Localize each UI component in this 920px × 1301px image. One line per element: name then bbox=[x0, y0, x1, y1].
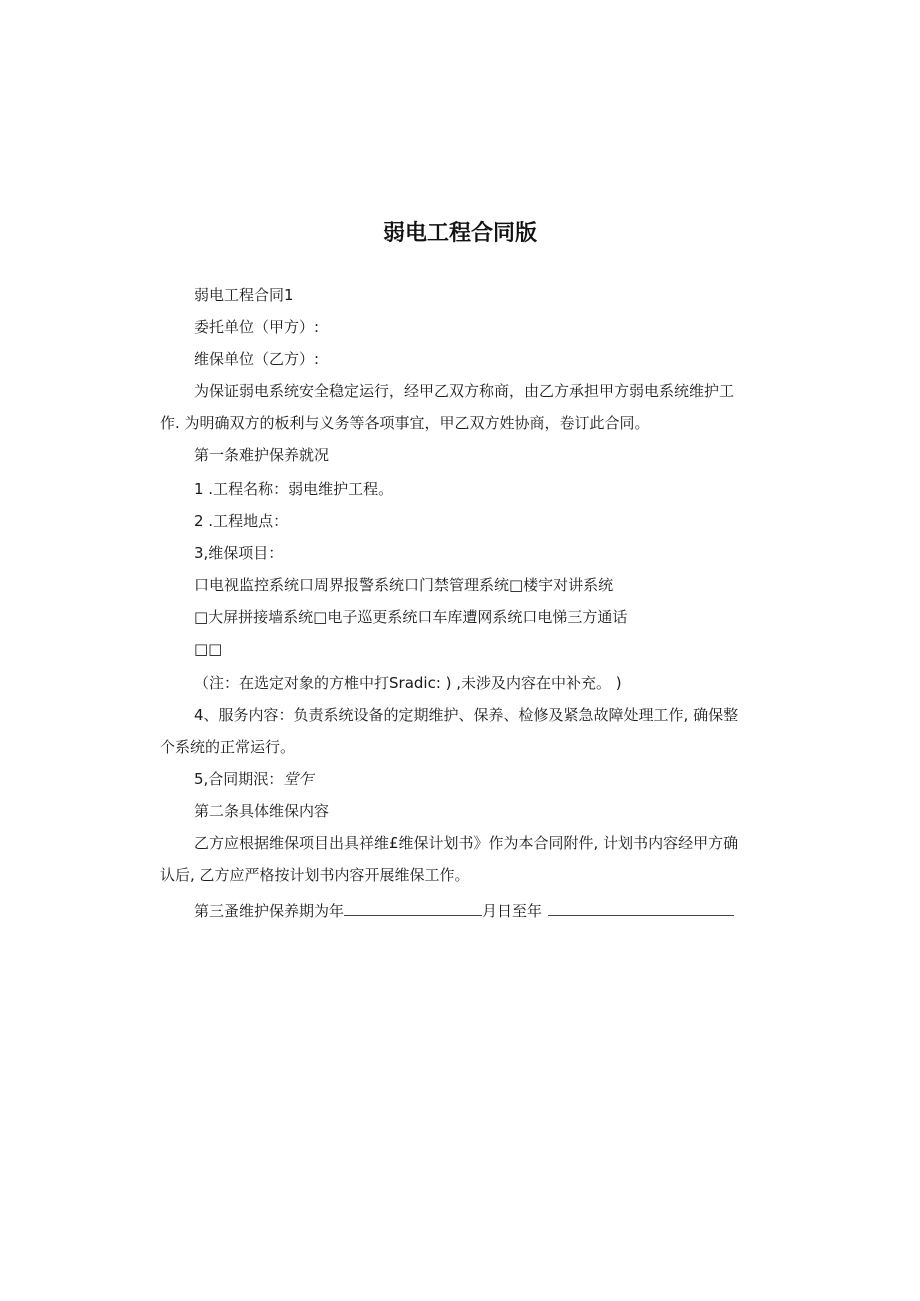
item-maintenance-scope: 3,维保项目： bbox=[194, 544, 284, 562]
systems-checklist-line1: 口电视监控系统口周界报警系统口门禁管理系统□楼宇对讲系统 bbox=[194, 576, 614, 594]
service-content-line1: 4、服务内容：负责系统设备的定期维护、保养、检修及紧急故障处理工作, 确保整 bbox=[194, 706, 739, 724]
checklist-note: （注：在选定对象的方椎中打Sradic: ) ,未涉及内容在中补充。 ) bbox=[194, 674, 622, 692]
contract-heading: 弱电工程合同1 bbox=[194, 286, 294, 304]
party-a-line: 委托单位（甲方）: bbox=[194, 318, 320, 336]
article2-title: 第二条具体维保内容 bbox=[194, 802, 330, 820]
article2-line2: 认后, 乙方应严格按计划书内容开展维保工作。 bbox=[160, 866, 470, 884]
item-project-name: 1 .工程名称：弱电维护工程。 bbox=[194, 480, 394, 498]
item-project-location: 2 .工程地点： bbox=[194, 512, 289, 530]
article3-text-part2: 月日至年 bbox=[482, 902, 543, 920]
intro-paragraph-line2: 作. 为明确双方的板利与义务等各项事宜，甲乙双方姓协商，卷订此合同。 bbox=[160, 414, 650, 432]
intro-paragraph-line1: 为保证弱电系统安全稳定运行，经甲乙双方称商，由乙方承担甲方弱电系统维护工 bbox=[194, 382, 735, 400]
contract-period-label: 5,合同期泯： bbox=[194, 770, 284, 788]
article2-line1: 乙方应根据维保项目出具祥维£维保计划书》作为本合同附件, 计划书内容经甲方确 bbox=[194, 834, 739, 852]
systems-checklist-line2: □大屏拼接墙系统□电子巡更系统口车库遭网系统口电悌三方通话 bbox=[194, 608, 628, 626]
service-content-line2: 个系统的正常运行。 bbox=[160, 738, 296, 756]
article3-line bbox=[194, 899, 734, 921]
systems-checklist-line3: □□ bbox=[194, 640, 223, 658]
document-title: 弱电工程合同版 bbox=[382, 221, 537, 246]
start-date-blank[interactable] bbox=[344, 899, 482, 916]
end-date-blank[interactable] bbox=[548, 899, 734, 916]
contract-period-line bbox=[194, 769, 313, 789]
contract-period-value: 堂乍 bbox=[283, 770, 314, 788]
article3-text-part1: 第三蚤维护保养期为年 bbox=[194, 902, 345, 920]
article1-title: 第一条难护保养就况 bbox=[194, 446, 330, 464]
party-b-line: 维保单位（乙方）: bbox=[194, 350, 320, 368]
